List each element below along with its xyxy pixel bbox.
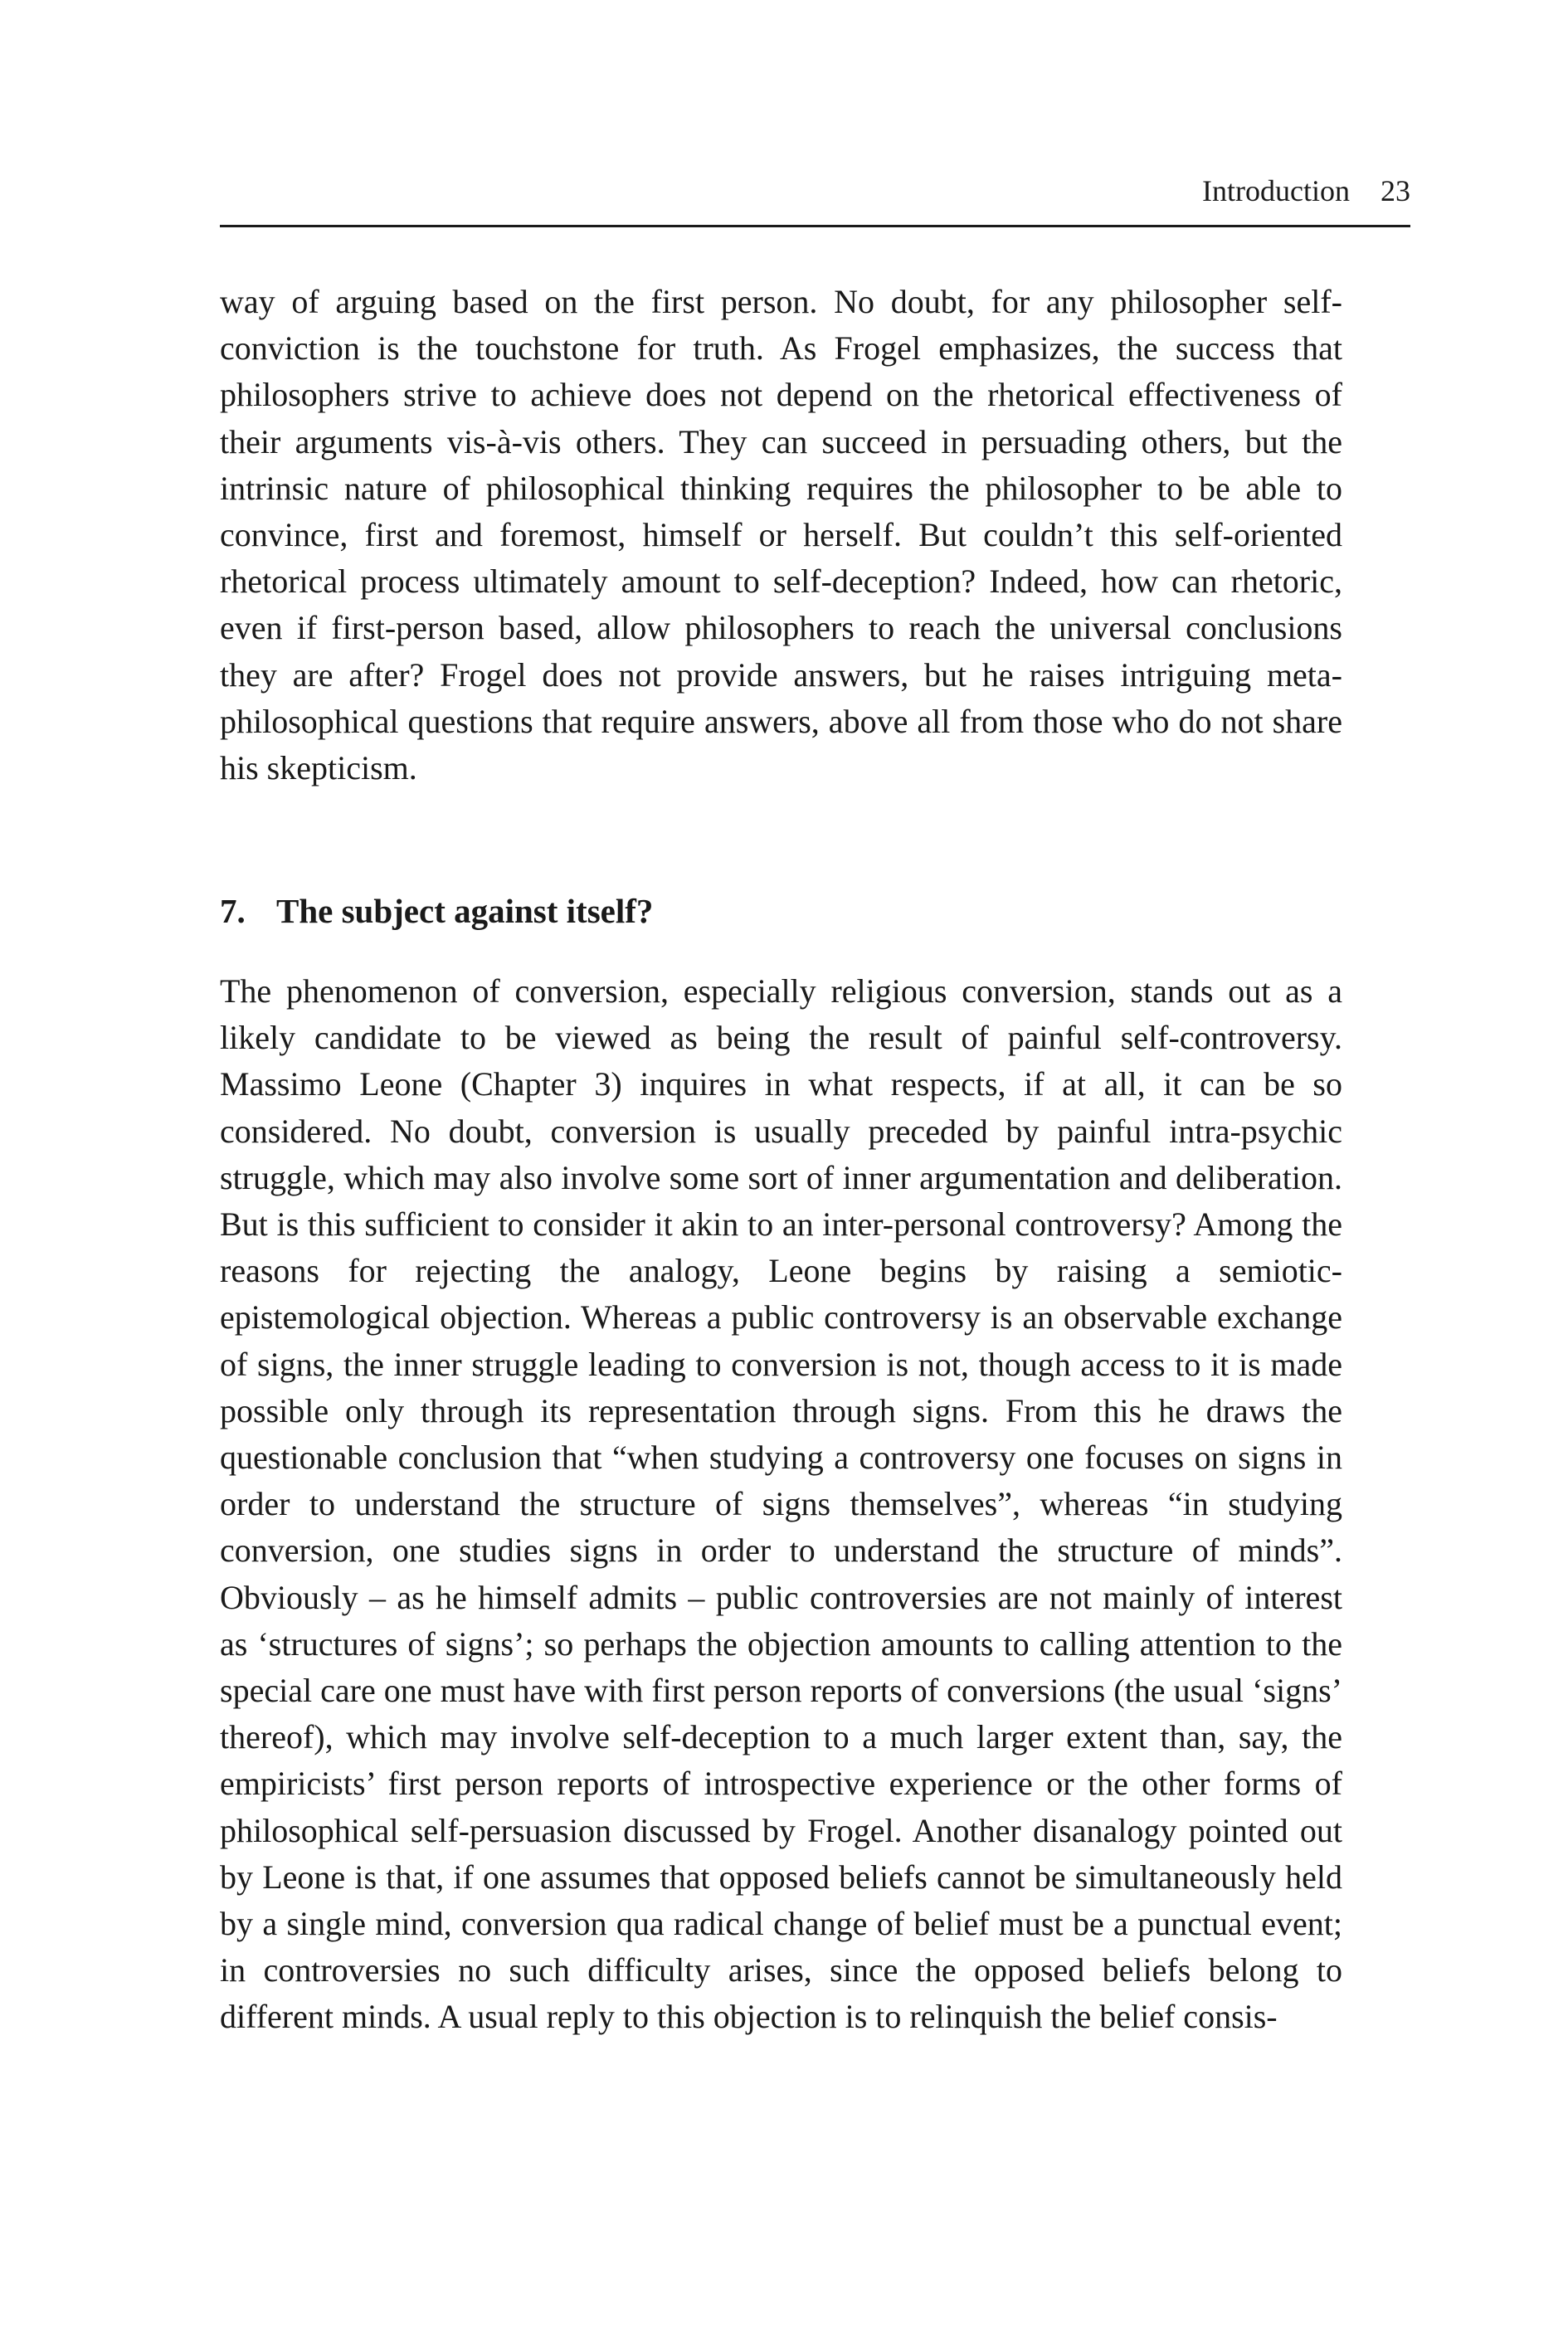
section-title: The subject against itself?: [276, 892, 654, 930]
page-number: 23: [1381, 174, 1410, 207]
body-paragraph-2: The phenomenon of conversion, especially religious conversion, stands out as a likely candidate to be viewed as being the result of painful self-controversy. Massimo Leone (Chapter 3) inquires in what respects, if at all, it can be so considered. No doubt, conversion is usually preceded by painful intra-psychic struggle, which may also involve some sort of inner argumentation and deliberation. But is this sufficient to consider it akin to an inter-personal controversy? Among the reasons for rejecting the analogy, Leone begins by raising a semiotic-epistemological objection. Whereas a public controversy is an observable exchange of signs, the inner struggle leading to conversion is not, though access to it is made possible only through its representation through signs. From this he draws the questionable conclusion that “when studying a controversy one focuses on signs in order to understand the structure of signs themselves”, whereas “in studying conversion, one studies signs in order to understand the structure of minds”. Obviously – as he himself admits – public controversies are not mainly of interest as ‘structures of signs’; so perhaps the objection amounts to calling attention to the special care one must have with first person reports of conversions (the usual ‘signs’ thereof), which may involve self-deception to a much larger extent than, say, the empiricists’ first person reports of introspective experience or the other forms of philosophical self-persuasion discussed by Frogel. Another disanalogy pointed out by Leone is that, if one assumes that opposed beliefs cannot be simultaneously held by a single mind, conversion qua radical change of belief must be a punctual event; in controversies no such difficulty arises, since the opposed beliefs belong to different minds. A usual reply to this objection is to relinquish the belief consis-: [220, 972, 1342, 2036]
running-title: Introduction: [1202, 174, 1350, 207]
running-head: [220, 173, 1410, 219]
body-paragraph-1: way of arguing based on the first person. No doubt, for any philosopher self-conviction is the touchstone for truth. As Frogel emphasizes, the success that philosophers strive to achieve does not depend on the rhetorical effectiveness of their arguments vis-à-vis others. They can succeed in persuading others, but the intrinsic nature of philosophical thinking requires the philosopher to be able to convince, first and foremost, himself or herself. But couldn’t this self-oriented rhetorical process ultimately amount to self-deception? Indeed, how can rhetoric, even if first-person based, allow philosophers to reach the universal conclusions they are after? Frogel does not provide answers, but he raises intriguing meta-philosophical questions that require answers, above all from those who do not share his skepticism.: [220, 283, 1342, 787]
header-rule: [220, 225, 1410, 227]
section-heading: [220, 888, 1342, 934]
section-number: 7.: [220, 892, 246, 930]
